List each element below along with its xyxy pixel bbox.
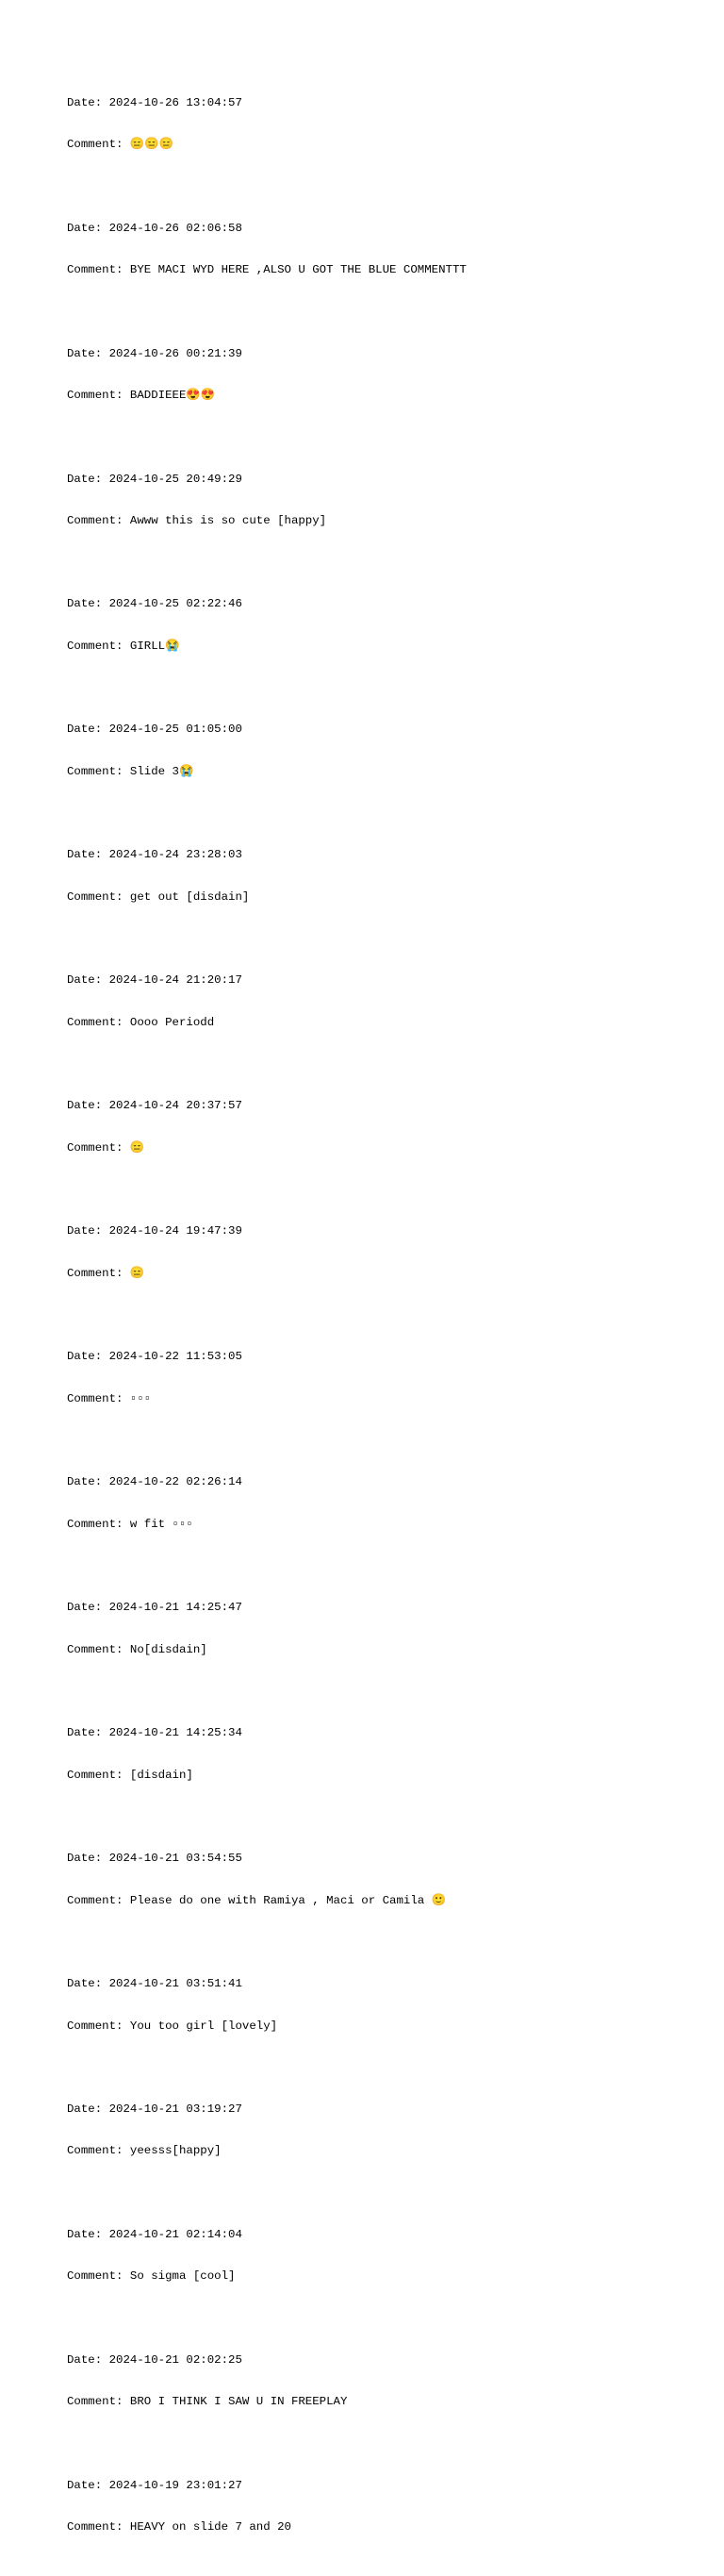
date-line xyxy=(67,1350,708,1364)
comment-entry xyxy=(67,2200,708,2311)
comment-line xyxy=(67,2395,708,2409)
comment-line xyxy=(67,765,708,779)
comment-line xyxy=(67,1016,708,1030)
date-value: 2024-10-22 11:53:05 xyxy=(108,1350,242,1364)
comment-line xyxy=(67,1769,708,1783)
date-value: 2024-10-25 20:49:29 xyxy=(108,472,242,486)
comment-label: Comment: xyxy=(67,137,130,151)
comment-text: 😑 xyxy=(129,1266,145,1280)
comment-entry xyxy=(67,570,708,681)
comment-label: Comment: xyxy=(67,639,130,653)
date-value: 2024-10-25 01:05:00 xyxy=(108,723,242,737)
comment-line xyxy=(67,389,708,403)
comment-entry xyxy=(67,2451,708,2562)
date-line xyxy=(67,1977,708,1991)
date-line xyxy=(67,2102,708,2117)
date-line xyxy=(67,2353,708,2368)
comment-text: 😑 xyxy=(129,1140,145,1155)
date-line xyxy=(67,96,708,110)
date-value: 2024-10-25 02:22:46 xyxy=(108,597,242,611)
comment-text: GIRLL😭 xyxy=(129,639,180,653)
date-label: Date: xyxy=(67,1726,109,1740)
comment-line xyxy=(67,1643,708,1657)
comment-line xyxy=(67,1392,708,1406)
date-line xyxy=(67,1852,708,1866)
comment-line xyxy=(67,640,708,654)
comment-label: Comment: xyxy=(67,889,130,904)
date-line xyxy=(67,1224,708,1238)
date-value: 2024-10-21 03:51:41 xyxy=(108,1977,242,1991)
comment-label: Comment: xyxy=(67,764,130,778)
comment-label: Comment: xyxy=(67,2144,130,2158)
date-label: Date: xyxy=(67,472,109,486)
date-value: 2024-10-21 14:25:47 xyxy=(108,1601,242,1615)
date-line xyxy=(67,1601,708,1615)
date-line xyxy=(67,1099,708,1113)
comment-entry xyxy=(67,1322,708,1434)
comment-entry xyxy=(67,1197,708,1308)
comment-label: Comment: xyxy=(67,513,130,527)
comment-entry xyxy=(67,68,708,179)
comment-text: Awww this is so cute [happy] xyxy=(129,513,327,527)
date-value: 2024-10-21 02:02:25 xyxy=(108,2353,242,2368)
date-label: Date: xyxy=(67,221,109,235)
date-value: 2024-10-21 02:14:04 xyxy=(108,2228,242,2242)
date-label: Date: xyxy=(67,2353,109,2368)
comment-text: So sigma [cool] xyxy=(129,2269,236,2284)
comment-line xyxy=(67,1267,708,1281)
date-label: Date: xyxy=(67,95,109,109)
comment-entry xyxy=(67,2325,708,2436)
comment-line xyxy=(67,890,708,905)
comment-label: Comment: xyxy=(67,1140,130,1155)
comment-entry xyxy=(67,946,708,1057)
date-line xyxy=(67,973,708,988)
comment-text: get out [disdain] xyxy=(129,889,250,904)
date-label: Date: xyxy=(67,1601,109,1615)
date-line xyxy=(67,723,708,737)
date-label: Date: xyxy=(67,1099,109,1113)
comment-entry xyxy=(67,1950,708,2061)
comment-entry xyxy=(67,319,708,430)
comment-line xyxy=(67,138,708,152)
comment-text: yeesss[happy] xyxy=(129,2144,222,2158)
comment-entry xyxy=(67,1573,708,1685)
comment-text: Slide 3😭 xyxy=(129,764,194,778)
comment-line xyxy=(67,1141,708,1155)
comment-label: Comment: xyxy=(67,1266,130,1280)
date-line xyxy=(67,2479,708,2493)
date-value: 2024-10-24 19:47:39 xyxy=(108,1224,242,1238)
comment-text: You too girl [lovely] xyxy=(129,2019,278,2033)
date-line xyxy=(67,347,708,361)
comment-line xyxy=(67,2144,708,2158)
date-label: Date: xyxy=(67,1224,109,1238)
comment-entry xyxy=(67,821,708,932)
date-value: 2024-10-22 02:26:14 xyxy=(108,1475,242,1489)
comment-label: Comment: xyxy=(67,1768,130,1782)
comment-label: Comment: xyxy=(67,388,130,402)
date-label: Date: xyxy=(67,1852,109,1866)
date-label: Date: xyxy=(67,848,109,862)
comment-label: Comment: xyxy=(67,2269,130,2284)
comment-entry xyxy=(67,2075,708,2186)
date-label: Date: xyxy=(67,1475,109,1489)
comment-entry xyxy=(67,444,708,556)
date-line xyxy=(67,1475,708,1489)
comment-text: Oooo Periodd xyxy=(129,1015,215,1029)
comment-label: Comment: xyxy=(67,1015,130,1029)
comment-text: [disdain] xyxy=(129,1768,193,1782)
date-line xyxy=(67,2228,708,2242)
comment-label: Comment: xyxy=(67,262,130,276)
date-line xyxy=(67,1726,708,1740)
comment-entry xyxy=(67,1824,708,1936)
date-value: 2024-10-24 23:28:03 xyxy=(108,848,242,862)
date-value: 2024-10-24 21:20:17 xyxy=(108,973,242,988)
comment-line xyxy=(67,1894,708,1908)
date-label: Date: xyxy=(67,723,109,737)
comment-text: w fit ▫▫▫ xyxy=(129,1517,193,1531)
comment-text: Please do one with Ramiya , Maci or Camila 🙂 xyxy=(129,1893,447,1907)
comment-label: Comment: xyxy=(67,1893,130,1907)
date-label: Date: xyxy=(67,346,109,360)
date-value: 2024-10-26 00:21:39 xyxy=(108,346,242,360)
comment-label: Comment: xyxy=(67,2395,130,2409)
comment-text: BYE MACI WYD HERE ,ALSO U GOT THE BLUE COMMENTTT xyxy=(129,262,467,276)
date-label: Date: xyxy=(67,1350,109,1364)
date-value: 2024-10-21 03:54:55 xyxy=(108,1852,242,1866)
date-value: 2024-10-26 02:06:58 xyxy=(108,221,242,235)
comment-label: Comment: xyxy=(67,2520,130,2534)
date-value: 2024-10-21 03:19:27 xyxy=(108,2102,242,2117)
date-line xyxy=(67,848,708,862)
comment-entry xyxy=(67,1699,708,1810)
date-label: Date: xyxy=(67,597,109,611)
comment-text: 😑😑😑 xyxy=(129,137,174,151)
date-label: Date: xyxy=(67,2228,109,2242)
date-label: Date: xyxy=(67,1977,109,1991)
date-label: Date: xyxy=(67,973,109,988)
comment-line xyxy=(67,1518,708,1532)
comment-text: HEAVY on slide 7 and 20 xyxy=(129,2520,291,2534)
comment-entry xyxy=(67,1448,708,1559)
comment-text: BRO I THINK I SAW U IN FREEPLAY xyxy=(129,2395,348,2409)
date-value: 2024-10-21 14:25:34 xyxy=(108,1726,242,1740)
comment-label: Comment: xyxy=(67,1391,130,1405)
date-value: 2024-10-19 23:01:27 xyxy=(108,2479,242,2492)
comment-entry xyxy=(67,695,708,806)
comment-label: Comment: xyxy=(67,2019,130,2033)
comment-label: Comment: xyxy=(67,1517,130,1531)
comment-text: BADDIEEE😍😍 xyxy=(129,388,216,402)
date-value: 2024-10-26 13:04:57 xyxy=(108,95,242,109)
date-line xyxy=(67,222,708,236)
comment-entry xyxy=(67,1072,708,1183)
comment-line xyxy=(67,2520,708,2534)
date-label: Date: xyxy=(67,2102,109,2117)
comment-text: No[disdain] xyxy=(129,1642,207,1656)
comment-entry xyxy=(67,193,708,305)
comment-line xyxy=(67,2019,708,2034)
date-line xyxy=(67,473,708,487)
comment-log xyxy=(67,68,708,2576)
comment-line xyxy=(67,514,708,528)
comment-label: Comment: xyxy=(67,1642,130,1656)
date-value: 2024-10-24 20:37:57 xyxy=(108,1099,242,1113)
comment-text: ▫▫▫ xyxy=(129,1391,152,1405)
comment-line xyxy=(67,2269,708,2284)
date-label: Date: xyxy=(67,2479,109,2492)
date-line xyxy=(67,597,708,611)
comment-line xyxy=(67,263,708,277)
